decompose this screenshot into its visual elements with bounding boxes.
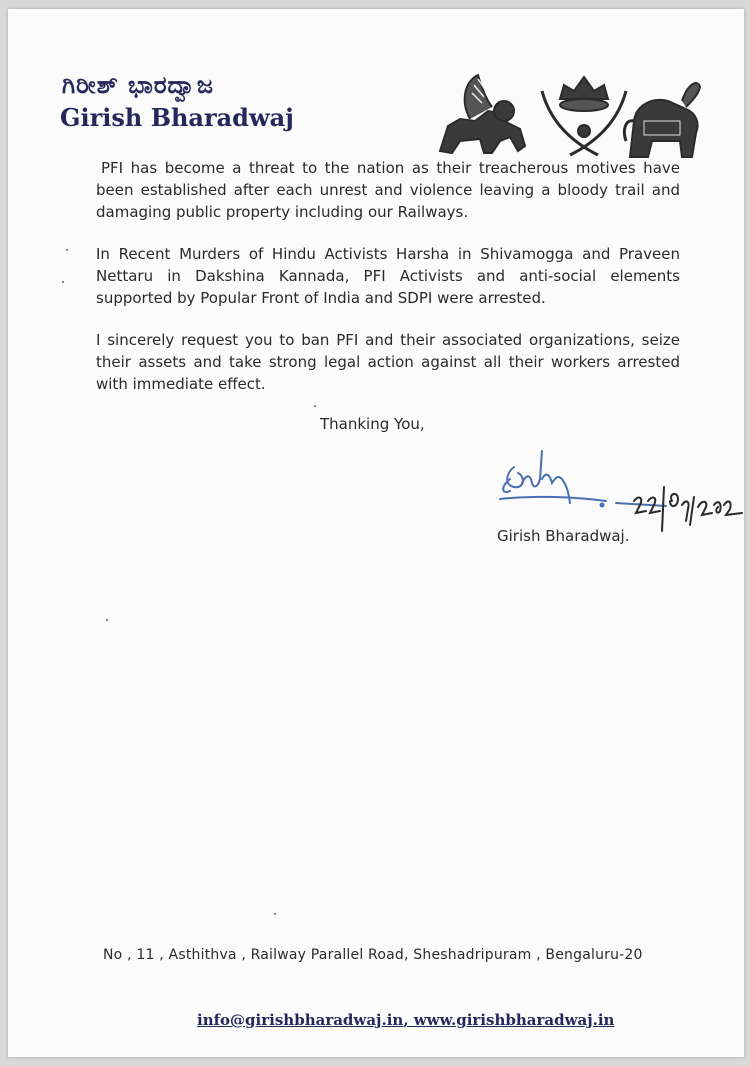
paragraph-recent-murders: In Recent Murders of Hindu Activists Harsha in Shivamogga and Praveen Nettaru in Dakshina Kannada, PFI Activists and anti-social elements supported by Popular Front of India and SDPI were arrested.	[96, 245, 680, 307]
royal-emblem-icon	[430, 71, 702, 161]
scan-speck	[274, 913, 276, 915]
scan-speck	[66, 249, 68, 251]
scan-speck	[106, 619, 108, 621]
paragraph-pfi-threat: PFI has become a threat to the nation as their treacherous motives have been established after each unrest and violence leaving a bloody trail and damaging public property including our Railways.	[96, 159, 680, 221]
link-separator: ,	[403, 1011, 414, 1029]
website-link[interactable]: www.girishbharadwaj.in	[413, 1011, 615, 1029]
paragraph-ban-request: I sincerely request you to ban PFI and their associated organizations, seize their assets and take strong legal action against all their workers arrested with immediate effect.	[96, 331, 680, 393]
signer-name: Girish Bharadwaj.	[497, 527, 630, 545]
footer-address: No , 11 , Asthithva , Railway Parallel Road, Sheshadripuram , Bengaluru-20	[103, 947, 643, 963]
closing-salutation: Thanking You,	[320, 415, 425, 433]
scan-speck	[62, 281, 64, 283]
email-link[interactable]: info@girishbharadwaj.in	[197, 1011, 404, 1029]
letter-page	[8, 9, 744, 1057]
letterhead-name-kannada: ಗಿರೀಶ್ ಭಾರದ್ವಾಜ	[62, 71, 214, 99]
scan-speck	[314, 405, 316, 407]
footer-contact-links	[197, 1011, 614, 1029]
letterhead-name-english: Girish Bharadwaj	[60, 103, 294, 132]
